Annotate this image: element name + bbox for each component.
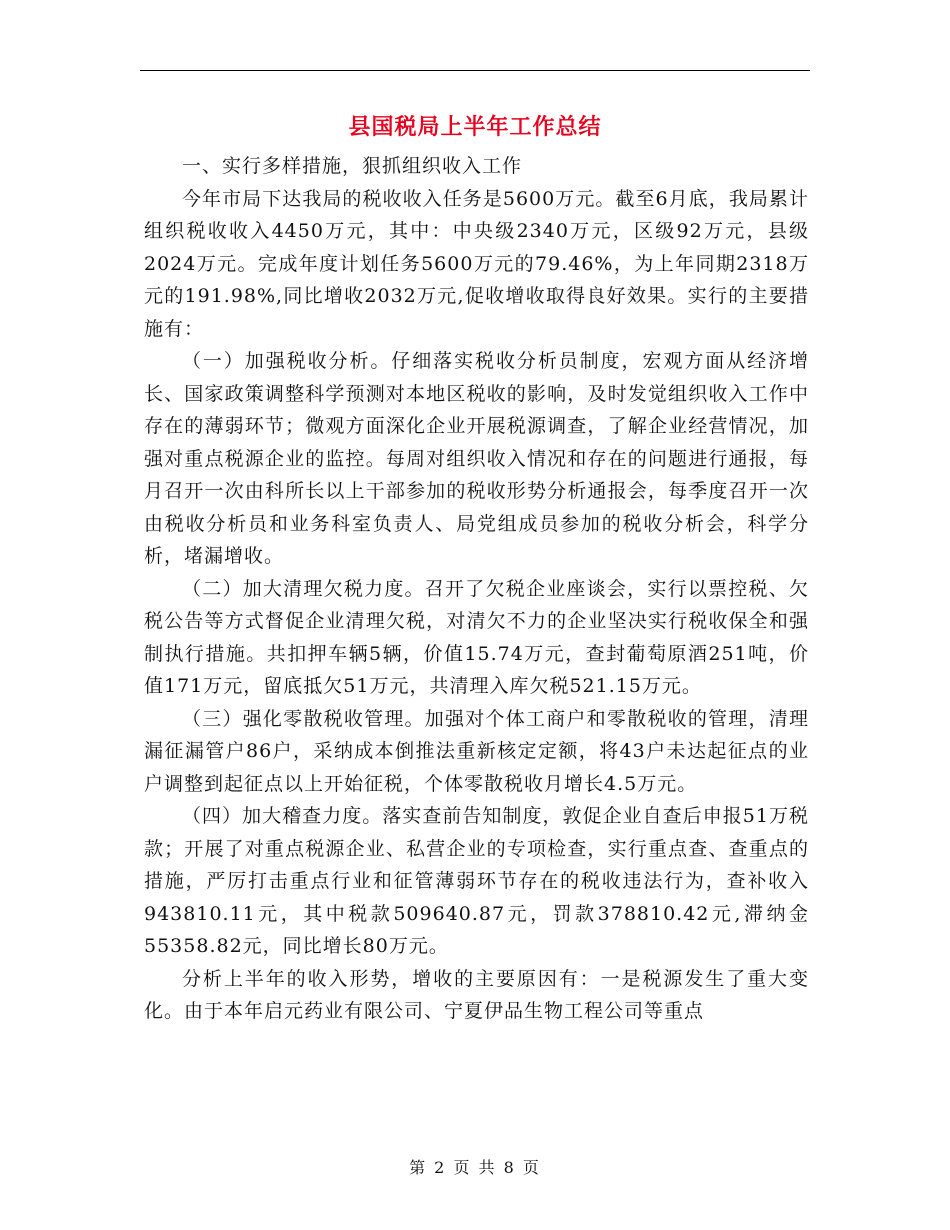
document-title: 县国税局上半年工作总结 — [348, 114, 602, 140]
section-heading: 一、实行多样措施，狠抓组织收入工作 — [182, 155, 523, 177]
paragraph: （四）加大稽查力度。落实查前告知制度，敦促企业自查后申报51万税款；开展了对重点税源企业、私营企业的专项检查，实行重点查、查重点的措施，严厉打击重点行业和征管薄弱环节存在的税收违法行为，查补收入943810.11元，其中税款509640.87元，罚款378810.42元,滞纳金55358.82元，同比增长80万元。 — [144, 805, 809, 957]
paragraph: （二）加大清理欠税力度。召开了欠税企业座谈会，实行以票控税、欠税公告等方式督促企业清理欠税，对清欠不力的企业坚决实行税收保全和强制执行措施。共扣押车辆5辆，价值15.74万元，查封葡萄原酒251吨，价值171万元，留底抵欠51万元，共清理入库欠税521.15万元。 — [144, 577, 809, 697]
page-number: 第 2 页 共 8 页 — [409, 1158, 541, 1177]
document-body — [144, 150, 809, 1028]
paragraph: （一）加强税收分析。仔细落实税收分析员制度，宏观方面从经济增长、国家政策调整科学预测对本地区税收的影响，及时发觉组织收入工作中存在的薄弱环节；微观方面深化企业开展税源调查，了解企业经营情况，加强对重点税源企业的监控。每周对组织收入情况和存在的问题进行通报，每月召开一次由科所长以上干部参加的税收形势分析通报会，每季度召开一次由税收分析员和业务科室负责人、局党组成员参加的税收分析会，科学分析，堵漏增收。 — [144, 350, 809, 567]
paragraph: 分析上半年的收入形势，增收的主要原因有：一是税源发生了重大变化。由于本年启元药业有限公司、宁夏伊品生物工程公司等重点 — [144, 967, 809, 1022]
paragraph: 今年市局下达我局的税收收入任务是5600万元。截至6月底，我局累计组织税收收入4450万元，其中：中央级2340万元，区级92万元，县级2024万元。完成年度计划任务5600万元的79.46%，为上年同期2318万元的191.98%,同比增收2032万元,促收增收取得良好效果。实行的主要措施有： — [144, 187, 809, 340]
paragraph: （三）强化零散税收管理。加强对个体工商户和零散税收的管理，清理漏征漏管户86户，采纳成本倒推法重新核定定额，将43户未达起征点的业户调整到起征点以上开始征税，个体零散税收月增长4.5万元。 — [144, 707, 809, 795]
header-rule — [140, 70, 810, 71]
